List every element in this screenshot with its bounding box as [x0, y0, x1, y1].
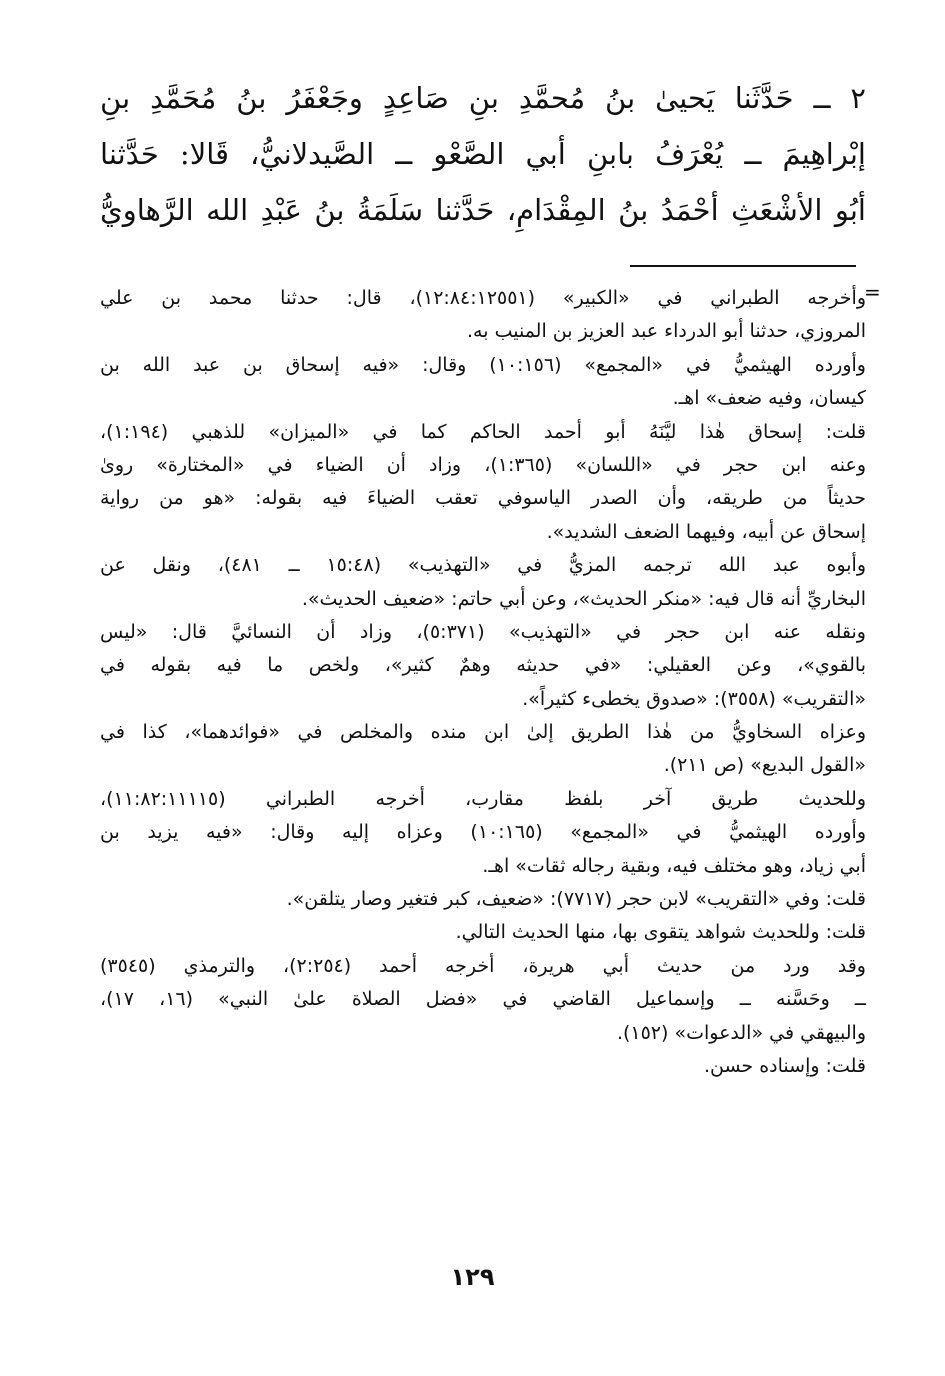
footnote-line: حديثاً من طريقه، وأن الصدر الياسوفي تعقب الضياءَ فيه بقوله: «هو من رواية	[100, 487, 866, 510]
footnote-line: قلت: إسحاق هٰذا ليَّنَهُ أبو أحمد الحاكم كما في «الميزان» للذهبي (١:١٩٤)،	[100, 420, 866, 443]
footnote-line: وعزاه السخاويُّ من هٰذا الطريق إلىٰ ابن منده والمخلص في «فوائدهما»، كذا في	[100, 721, 866, 744]
footnote-line: وأورده الهيثميُّ في «المجمع» (١٠:١٥٦) وقال: «فيه إسحاق بن عبد الله بن	[100, 353, 866, 376]
footnote-separator	[630, 265, 856, 267]
footnote-line: وللحديث طريق آخر بلفظ مقارب، أخرجه الطبراني (١١:٨٢:١١١١٥)،	[100, 787, 866, 810]
hadith-line-2: إبْراهِيمَ ــ يُعْرَفُ بابنِ أبي الصَّعْو ــ الصَّيدلانيُّ، قَالا: حَدَّثنا	[100, 137, 866, 171]
footnote-line: وأبوه عبد الله ترجمه المزيُّ في «التهذيب» (١٥:٤٨ ــ ٤٨١)، ونقل عن	[100, 554, 866, 577]
page-number: ١٢٩	[450, 1263, 495, 1291]
footnote-line: كيسان، وفيه ضعف» اهـ.	[672, 387, 866, 410]
footnote-line: قلت: وفي «التقريب» لابن حجر (٧٧١٧): «ضعيف، كبر فتغير وصار يتلقن».	[286, 888, 866, 911]
hadith-line-3: أبُو الأشْعَثِ أحْمَدُ بنُ المِقْدَامِ، حَدَّثنا سَلَمَةُ بنُ عَبْدِ الله الرَّهاويُّ	[100, 193, 866, 227]
footnote-line: «التقريب» (٣٥٥٨): «صدوق يخطىء كثيراً».	[522, 687, 866, 710]
footnote-line: المروزي، حدثنا أبو الدرداء عبد العزيز بن المنيب به.	[467, 320, 866, 343]
footnote-line: وقد ورد من حديث أبي هريرة، أخرجه أحمد (٢:٢٥٤)، والترمذي (٣٥٤٥)	[100, 954, 866, 977]
footnote-line: قلت: وإسناده حسن.	[703, 1054, 866, 1077]
hadith-text	[100, 70, 866, 238]
footnote-line: والبيهقي في «الدعوات» (١٥٢).	[616, 1021, 866, 1044]
footnote-line: وأخرجه الطبراني في «الكبير» (١٢:٨٤:١٢٥٥١)، قال: حدثنا محمد بن علي	[100, 287, 866, 309]
footnote-line: بالقوي»، وعن العقيلي: «في حديثه وهمٌ كثير»، ولخص ما فيه بقوله في	[100, 654, 866, 677]
footnotes	[100, 282, 866, 1083]
footnote-line: إسحاق عن أبيه، وفيهما الضعف الشديد».	[546, 520, 866, 543]
footnote-line: قلت: وللحديث شواهد يتقوى بها، منها الحديث التالي.	[455, 921, 866, 944]
footnote-line: وأورده الهيثميُّ في «المجمع» (١٠:١٦٥) وعزاه إليه وقال: «فيه يزيد بن	[100, 821, 866, 844]
hadith-line-1: ٢ ــ حَدَّثَنا يَحيىٰ بنُ مُحمَّدِ بنِ صَاعِدٍ وجَعْفَرُ بنُ مُحَمَّدِ بنِ	[100, 81, 866, 115]
footnote-continuation-mark: =	[864, 280, 881, 304]
footnote-line: أبي زياد، وهو مختلف فيه، وبقية رجاله ثقات» اهـ.	[482, 854, 866, 877]
footnote-line: وعنه ابن حجر في «اللسان» (١:٣٦٥)، وزاد أن الضياء في «المختارة» روىٰ	[100, 453, 866, 476]
footnote-line: ونقله عنه ابن حجر في «التهذيب» (٥:٣٧١)، وزاد أن النسائيَّ قال: «ليس	[100, 620, 866, 643]
footnote-line: ــ وحَسَّنه ــ وإسماعيل القاضي في «فضل الصلاة علىٰ النبي» (١٦، ١٧)،	[100, 988, 866, 1011]
footnote-line: «القول البديع» (ص ٢١١).	[663, 754, 866, 777]
footnote-line: البخاريِّ أنه قال فيه: «منكر الحديث»، وعن أبي حاتم: «ضعيف الحديث».	[301, 587, 866, 610]
